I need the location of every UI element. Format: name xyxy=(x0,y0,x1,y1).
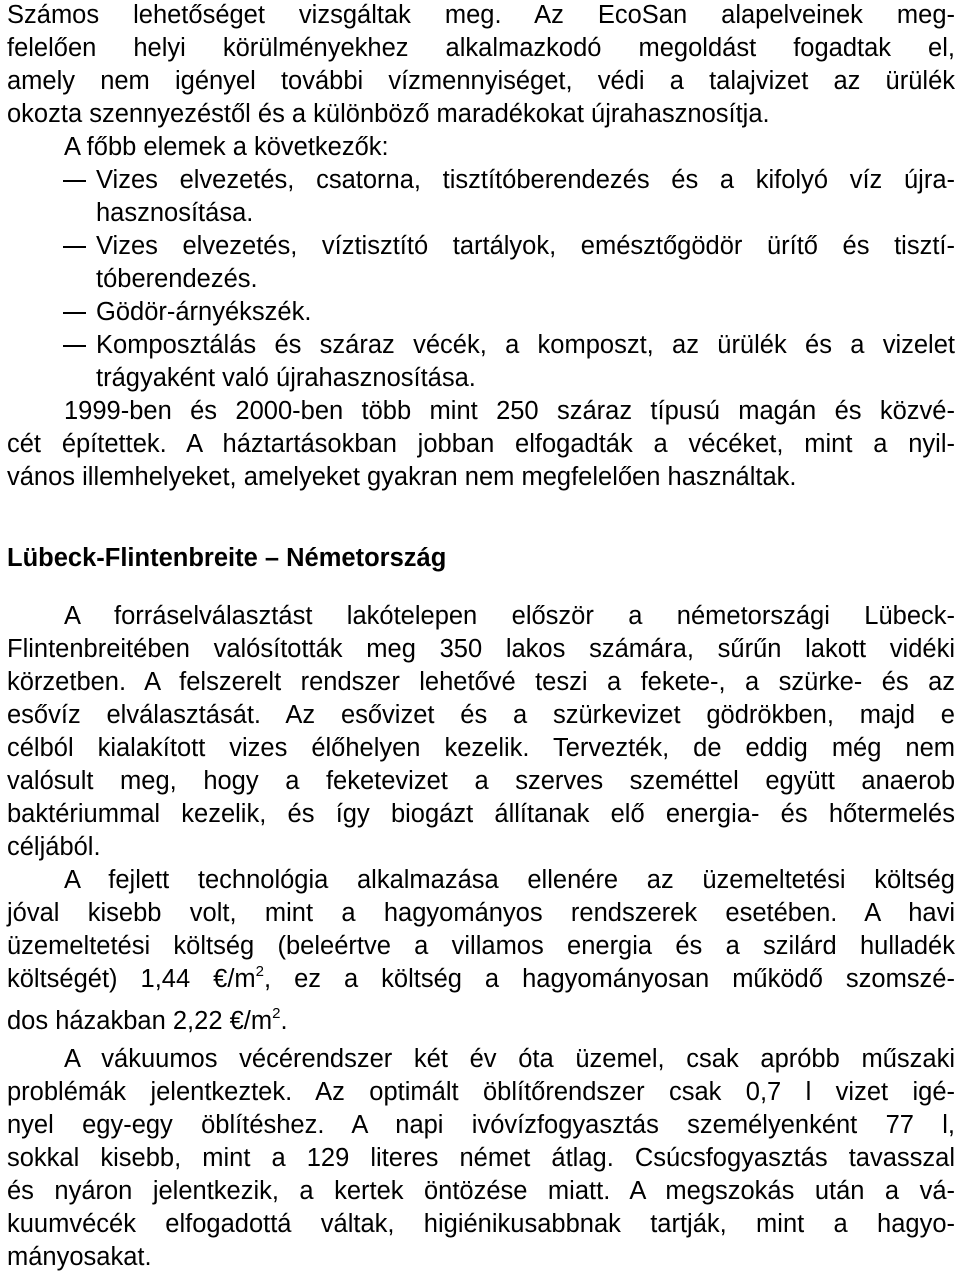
para1-line-3: körzetben. A felszerelt rendszer lehetővé teszi a fekete-, a szürke- és az xyxy=(7,668,955,696)
elements-intro: A főbb elemek a következők: xyxy=(64,133,389,161)
cost-rest-text: , ez a költség a hagyományosan működő szomszé- xyxy=(264,965,955,993)
intro-line-3: amely nem igényel további vízmennyiséget, védi a talajvizet az ürülék xyxy=(7,67,955,95)
para2-line-2: jóval kisebb volt, mint a hagyományos rendszerek esetében. A havi xyxy=(7,899,955,927)
superscript-2: 2 xyxy=(272,1004,281,1022)
section-heading: Lübeck-Flintenbreite – Németország xyxy=(7,544,447,572)
para2-line-1: A fejlett technológia alkalmazása ellenére az üzemeltetési költség xyxy=(64,866,955,894)
intro-line-2: felelően helyi körülményekhez alkalmazkodó megoldást fogadtak el, xyxy=(7,34,955,62)
para1-line-1: A forráselválasztást lakótelepen először a németországi Lübeck- xyxy=(64,602,955,630)
dash-bullet xyxy=(63,246,86,248)
para2-line-5 xyxy=(7,1004,955,1038)
intro-line-1: Számos lehetőséget vizsgáltak meg. Az EcoSan alapelveinek meg- xyxy=(7,1,955,29)
dash-bullet xyxy=(63,180,86,182)
summary-line-2: cét építettek. A háztartásokban jobban elfogadták a vécéket, mint a nyil- xyxy=(7,430,955,458)
element-item-3-line-1: Gödör-árnyékszék. xyxy=(96,298,312,326)
para1-line-5: célból kialakított vizes élőhelyen kezelik. Tervezték, de eddig még nem xyxy=(7,734,955,762)
intro-line-4: okozta szennyezéstől és a különböző maradékokat újrahasznosítja. xyxy=(7,100,770,128)
cost-value-text: költségét) 1,44 €/m xyxy=(7,965,256,993)
para1-line-7: baktériummal kezelik, és így biogázt állítanak elő energia- és hőtermelés xyxy=(7,800,955,828)
para1-line-2: Flintenbreitében valósították meg 350 lakos számára, sűrűn lakott vidéki xyxy=(7,635,955,663)
para3-line-1: A vákuumos vécérendszer két év óta üzemel, csak apróbb műszaki xyxy=(64,1045,955,1073)
para1-line-4: esővíz elválasztását. Az esővizet és a szürkevizet gödrökben, majd e xyxy=(7,701,955,729)
dash-bullet xyxy=(63,345,86,347)
neighbor-cost-text: dos házakban 2,22 €/m xyxy=(7,1007,273,1035)
para3-line-6: kuumvécék elfogadottá váltak, higiénikusabbnak tartják, mint a hagyo- xyxy=(7,1210,955,1238)
para3-line-5: és nyáron jelentkezik, a kertek öntözése miatt. A megszokás után a vá- xyxy=(7,1177,955,1205)
element-item-2-line-2: tóberendezés. xyxy=(96,265,258,293)
para3-line-3: nyel egy-egy öblítéshez. A napi ivóvízfogyasztás személyenként 77 l, xyxy=(7,1111,955,1139)
summary-line-3: vános illemhelyeket, amelyeket gyakran nem megfelelően használtak. xyxy=(7,463,797,491)
element-item-4-line-1: Komposztálás és száraz vécék, a komposzt, az ürülék és a vizelet xyxy=(96,331,955,359)
period-text: . xyxy=(280,1007,288,1035)
superscript-2: 2 xyxy=(255,962,264,980)
element-item-4-line-2: trágyaként való újrahasznosítása. xyxy=(96,364,476,392)
para3-line-4: sokkal kisebb, mint a 129 literes német átlag. Csúcsfogyasztás tavasszal xyxy=(7,1144,955,1172)
para3-line-7: mányosakat. xyxy=(7,1243,152,1271)
element-item-1-line-1: Vizes elvezetés, csatorna, tisztítóberendezés és a kifolyó víz újra- xyxy=(96,166,955,194)
element-item-1-line-2: hasznosítása. xyxy=(96,199,254,227)
para2-line-3: üzemeltetési költség (beleértve a villamos energia és a szilárd hulladék xyxy=(7,932,955,960)
para3-line-2: problémák jelentkeztek. Az optimált öblítőrendszer csak 0,7 l vizet igé- xyxy=(7,1078,955,1106)
summary-line-1: 1999-ben és 2000-ben több mint 250 száraz típusú magán és közvé- xyxy=(64,397,955,425)
para2-line-4 xyxy=(7,962,955,996)
para1-line-6: valósult meg, hogy a feketevizet a szerves szeméttel együtt anaerob xyxy=(7,767,955,795)
para1-line-8: céljából. xyxy=(7,833,101,861)
dash-bullet xyxy=(63,312,86,314)
element-item-2-line-1: Vizes elvezetés, víztisztító tartályok, emésztőgödör ürítő és tisztí- xyxy=(96,232,955,260)
